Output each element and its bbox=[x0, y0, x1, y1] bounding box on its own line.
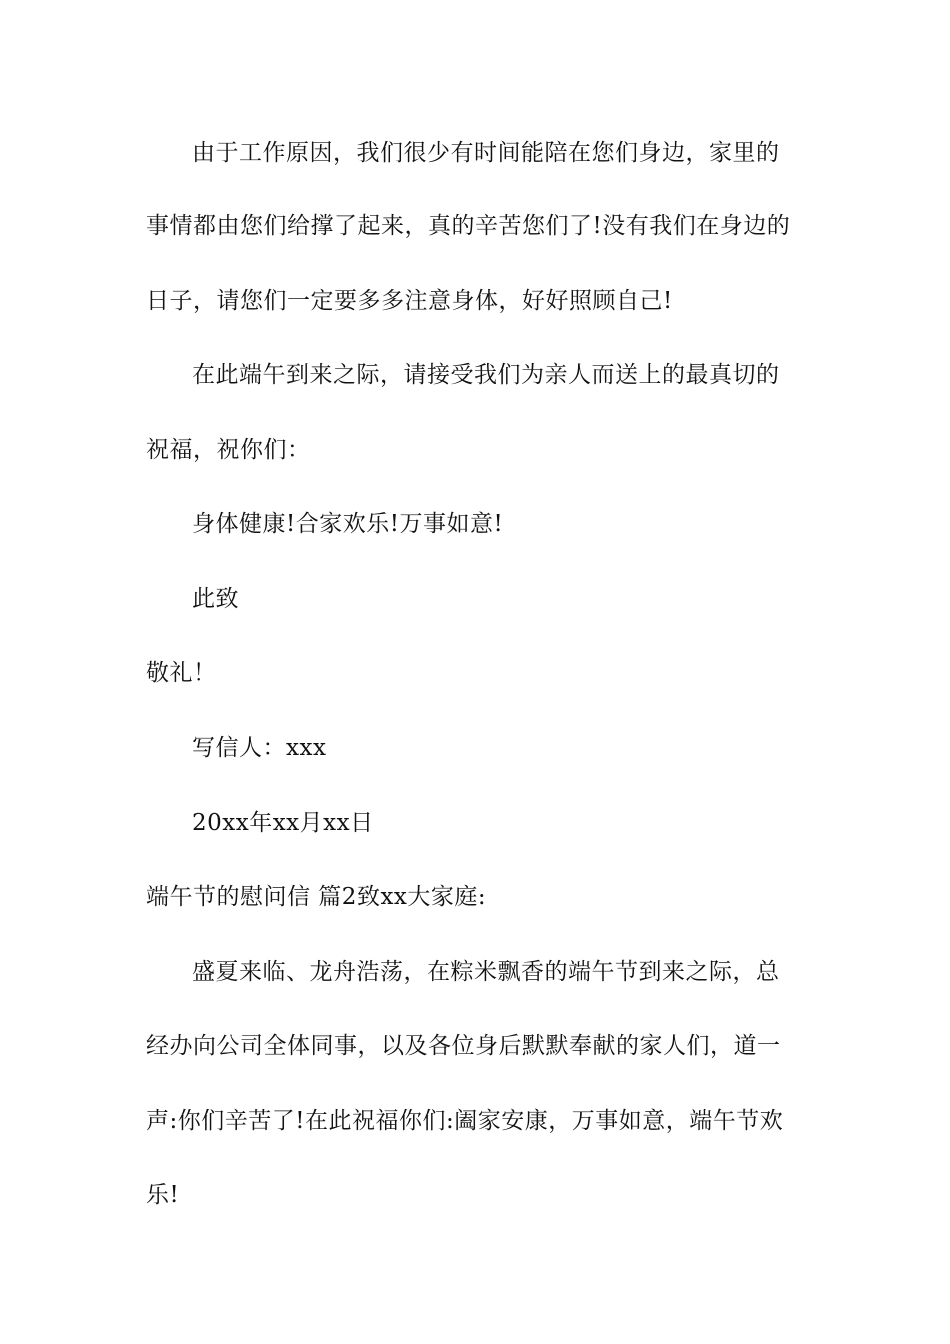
paragraph-line: 经办向公司全体同事，以及各位身后默默奉献的家人们，道一 bbox=[146, 1033, 781, 1059]
section-heading: 端午节的慰问信 篇2致xx大家庭: bbox=[146, 884, 487, 910]
paragraph-line: 乐! bbox=[146, 1182, 180, 1208]
paragraph-line: 由于工作原因，我们很少有时间能陪在您们身边，家里的 bbox=[192, 140, 780, 166]
signature-line: 写信人：xxx bbox=[192, 735, 327, 761]
paragraph-line: 在此端午到来之际，请接受我们为亲人而送上的最真切的 bbox=[192, 362, 780, 388]
closing-regards: 敬礼！ bbox=[146, 660, 217, 686]
wishes-line: 身体健康!合家欢乐!万事如意! bbox=[192, 511, 504, 537]
paragraph-line: 盛夏来临、龙舟浩荡，在粽米飘香的端午节到来之际，总 bbox=[192, 959, 780, 985]
paragraph-line: 声:你们辛苦了!在此祝福你们:阖家安康，万事如意，端午节欢 bbox=[146, 1108, 784, 1134]
paragraph-line: 事情都由您们给撑了起来，真的辛苦您们了!没有我们在身边的 bbox=[146, 213, 791, 239]
date-line: 20xx年xx月xx日 bbox=[192, 810, 374, 836]
closing-salutation: 此致 bbox=[192, 586, 239, 612]
paragraph-line: 祝福，祝你们： bbox=[146, 437, 311, 463]
paragraph-line: 日子，请您们一定要多多注意身体，好好照顾自己! bbox=[146, 288, 673, 314]
